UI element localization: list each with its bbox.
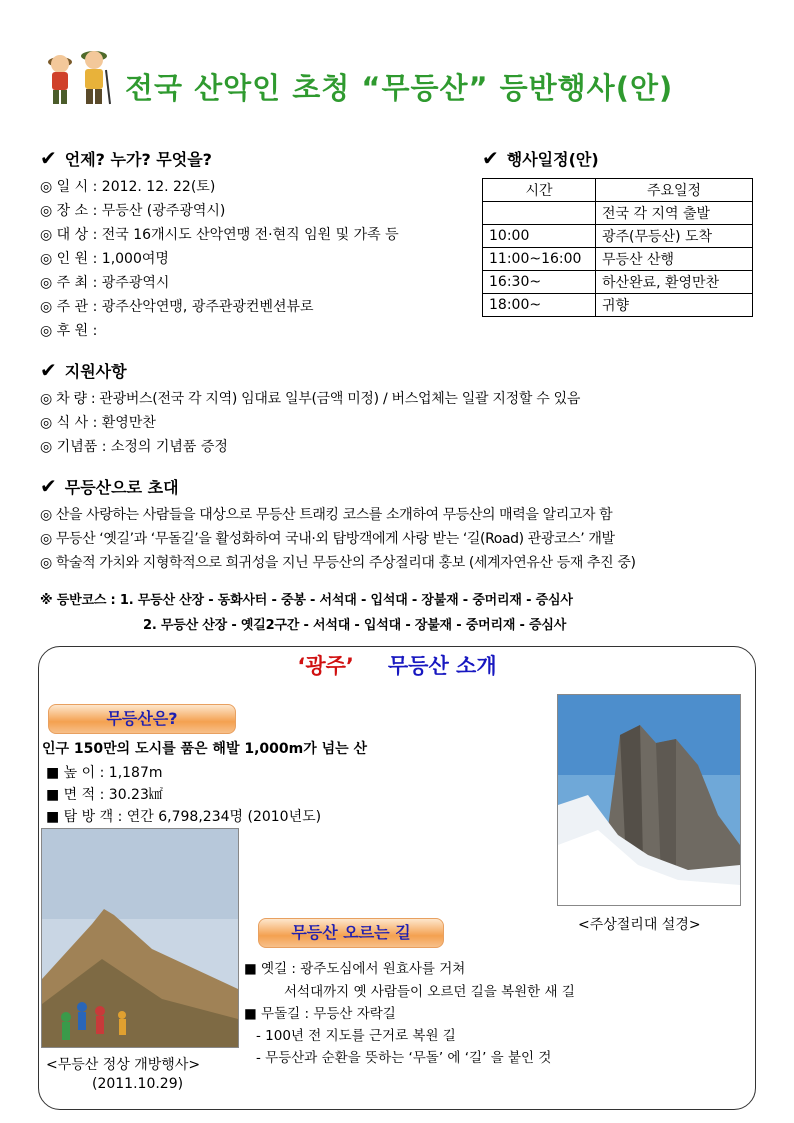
- photo-date: (2011.10.29): [92, 1076, 184, 1092]
- info-line: ◎ 기념품 : 소정의 기념품 증정: [40, 439, 228, 455]
- checkmark-icon: ✔: [40, 146, 57, 170]
- info-line: ◎ 주 최 : 광주광역시: [40, 275, 170, 291]
- intro-title-main: 무등산 소개: [387, 654, 497, 678]
- event-cell: 무등산 산행: [596, 248, 753, 271]
- fact-line: ■ 높 이 : 1,187m: [46, 765, 163, 781]
- event-cell: 광주(무등산) 도착: [596, 225, 753, 248]
- table-header-row: [483, 179, 753, 202]
- road-line: ■ 옛길 : 광주도심에서 원효사를 거쳐: [244, 961, 466, 977]
- tagline: 인구 150만의 도시를 품은 해발 1,000m가 넘는 산: [42, 741, 368, 757]
- photo-caption: <주상절리대 설경>: [578, 917, 701, 933]
- event-cell: 하산완료, 환영만찬: [596, 271, 753, 294]
- summit-opening-event-photo: [41, 828, 239, 1048]
- time-cell: 10:00: [483, 225, 596, 248]
- info-line: ◎ 무등산 ‘옛길’과 ‘무돌길’을 활성화하여 국내·외 탐방객에게 사랑 받는 ‘길(Road) 관광코스’ 개발: [40, 531, 615, 547]
- climbing-road-label: 무등산 오르는 길: [258, 918, 444, 948]
- info-line: ◎ 산을 사랑하는 사람들을 대상으로 무등산 트래킹 코스를 소개하여 무등산의 매력을 알리고자 함: [40, 507, 613, 523]
- what-is-mudeungsan-label: 무등산은?: [48, 704, 236, 734]
- checkmark-icon: ✔: [482, 146, 499, 170]
- column-header: 주요일정: [596, 179, 753, 202]
- table-row: [483, 271, 753, 294]
- table-row: [483, 248, 753, 271]
- checkmark-icon: ✔: [40, 358, 57, 382]
- course-line-1: ※ 등반코스 : 1. 무등산 산장 - 동화사터 - 중봉 - 서석대 - 입석대 - 장불재 - 중머리재 - 증심사: [40, 593, 573, 608]
- event-cell: 전국 각 지역 출발: [596, 202, 753, 225]
- info-line: ◎ 대 상 : 전국 16개시도 산악연맹 전·현직 임원 및 가족 등: [40, 227, 399, 243]
- intro-title-quote: ‘광주’: [297, 654, 354, 678]
- time-cell: 16:30~: [483, 271, 596, 294]
- table-row: [483, 202, 753, 225]
- table-row: [483, 294, 753, 317]
- info-line: ◎ 주 관 : 광주산악연맹, 광주관광컨벤션뷰로: [40, 299, 314, 315]
- section-invite-heading: ✔ 무등산으로 초대: [40, 474, 179, 498]
- section-when-who-what-heading: ✔ 언제? 누가? 무엇을?: [40, 146, 212, 170]
- time-cell: 18:00~: [483, 294, 596, 317]
- photo-caption: <무등산 정상 개방행사>: [46, 1057, 201, 1073]
- road-line: - 100년 전 지도를 근거로 복원 길: [256, 1028, 456, 1044]
- info-line: ◎ 인 원 : 1,000여명: [40, 251, 169, 267]
- fact-line: ■ 면 적 : 30.23㎢: [46, 787, 163, 803]
- road-line: - 무등산과 순환을 뜻하는 ‘무돌’ 에 ‘길’ 을 붙인 것: [256, 1050, 552, 1066]
- time-cell: 11:00~16:00: [483, 248, 596, 271]
- info-line: ◎ 장 소 : 무등산 (광주광역시): [40, 203, 226, 219]
- course-line-2: 2. 무등산 산장 - 옛길2구간 - 서석대 - 입석대 - 장불재 - 중머리재 - 증심사: [143, 618, 567, 633]
- page-title: 전국 산악인 초청 “무등산” 등반행사(안): [125, 71, 674, 105]
- checkmark-icon: ✔: [40, 474, 57, 498]
- intro-title: [0, 650, 794, 680]
- event-cell: 귀향: [596, 294, 753, 317]
- info-line: ◎ 차 량 : 관광버스(전국 각 지역) 임대료 일부(금액 미정) / 버스업체는 일괄 지정할 수 있음: [40, 391, 581, 407]
- fact-line: ■ 탐 방 객 : 연간 6,798,234명 (2010년도): [46, 809, 322, 825]
- hiker-mascot-illustration: [38, 42, 116, 108]
- road-line: ■ 무돌길 : 무등산 자락길: [244, 1006, 396, 1022]
- schedule-table: [482, 178, 753, 317]
- section-support-heading: ✔ 지원사항: [40, 358, 127, 382]
- info-line: ◎ 후 원 :: [40, 323, 98, 339]
- info-line: ◎ 일 시 : 2012. 12. 22(토): [40, 179, 216, 195]
- info-line: ◎ 학술적 가치와 지형학적으로 희귀성을 지닌 무등산의 주상절리대 홍보 (세계자연유산 등재 추진 중): [40, 555, 636, 571]
- table-row: [483, 225, 753, 248]
- info-line: ◎ 식 사 : 환영만찬: [40, 415, 156, 431]
- section-schedule-heading: ✔ 행사일정(안): [482, 146, 599, 170]
- road-line: 서석대까지 옛 사람들이 오르던 길을 복원한 새 길: [284, 984, 575, 1000]
- columnar-joint-snow-photo: [557, 694, 741, 906]
- column-header: 시간: [483, 179, 596, 202]
- time-cell: [483, 202, 596, 225]
